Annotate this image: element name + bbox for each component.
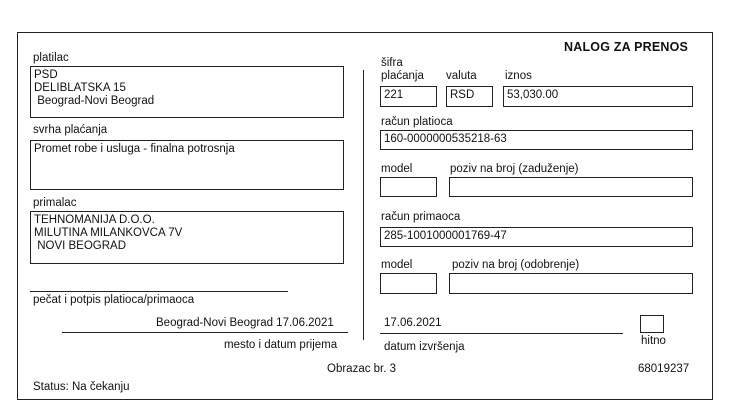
payment-code-field[interactable]	[380, 86, 437, 107]
signature-line	[30, 291, 288, 292]
document-number: 68019237	[638, 363, 690, 375]
execution-date-value: 17.06.2021	[384, 317, 442, 329]
debit-reference-field[interactable]	[449, 177, 693, 197]
payer-line: Beograd-Novi Beograd	[34, 95, 155, 107]
column-divider	[363, 70, 364, 340]
currency-value: RSD	[450, 89, 475, 101]
recipient-account-label: račun primaoca	[381, 211, 461, 223]
recipient-line: TEHNOMANIJA D.O.O.	[34, 214, 155, 226]
payment-code-label-2: plaćanja	[381, 70, 424, 82]
place-date-label: mesto i datum prijema	[224, 339, 338, 351]
place-date-line	[62, 332, 348, 333]
recipient-account-value: 285-1001000001769-47	[384, 230, 507, 242]
recipient-line: MILUTINA MILANKOVCA 7V	[34, 227, 183, 239]
urgent-checkbox[interactable]	[640, 315, 664, 333]
recipient-line: NOVI BEOGRAD	[34, 240, 127, 252]
payer-line: DELIBLATSKA 15	[34, 82, 126, 94]
payment-code-value: 221	[384, 89, 404, 101]
execution-date-label: datum izvršenja	[384, 341, 465, 353]
currency-field[interactable]	[446, 86, 493, 107]
urgent-label: hitno	[641, 335, 666, 347]
form-title: NALOG ZA PRENOS	[564, 40, 689, 54]
recipient-label: primalac	[33, 197, 77, 209]
signature-label: pečat i potpis platioca/primaoca	[33, 294, 195, 306]
status-text: Status: Na čekanju	[33, 381, 130, 393]
amount-label: iznos	[505, 70, 532, 82]
credit-reference-label: poziv na broj (odobrenje)	[452, 259, 580, 271]
recipient-field[interactable]	[30, 211, 344, 264]
purpose-label: svrha plaćanja	[33, 124, 108, 136]
debit-reference-label: poziv na broj (zaduženje)	[450, 163, 579, 175]
amount-field[interactable]	[503, 86, 693, 107]
place-date-value: Beograd-Novi Beograd 17.06.2021	[156, 317, 334, 329]
payer-field[interactable]	[30, 66, 344, 118]
payer-account-label: račun platioca	[381, 116, 453, 128]
payment-code-label: šifra	[381, 57, 403, 69]
payer-account-field[interactable]	[380, 130, 693, 150]
credit-reference-field[interactable]	[449, 273, 693, 294]
execution-date-line	[380, 333, 623, 334]
payer-label: platilac	[33, 52, 69, 64]
recipient-account-field[interactable]	[380, 227, 693, 247]
form-number-label: Obrazac br. 3	[327, 363, 397, 375]
credit-model-field[interactable]	[380, 273, 437, 294]
debit-model-field[interactable]	[380, 177, 437, 197]
payer-line: PSD	[34, 69, 58, 81]
purpose-value: Promet robe i usluga - finalna potrosnja	[34, 143, 235, 155]
purpose-field[interactable]	[30, 140, 344, 190]
debit-model-label: model	[381, 163, 413, 175]
amount-value: 53,030.00	[507, 89, 559, 101]
payer-account-value: 160-0000000535218-63	[384, 133, 507, 145]
credit-model-label: model	[381, 259, 413, 271]
currency-label: valuta	[446, 70, 477, 82]
